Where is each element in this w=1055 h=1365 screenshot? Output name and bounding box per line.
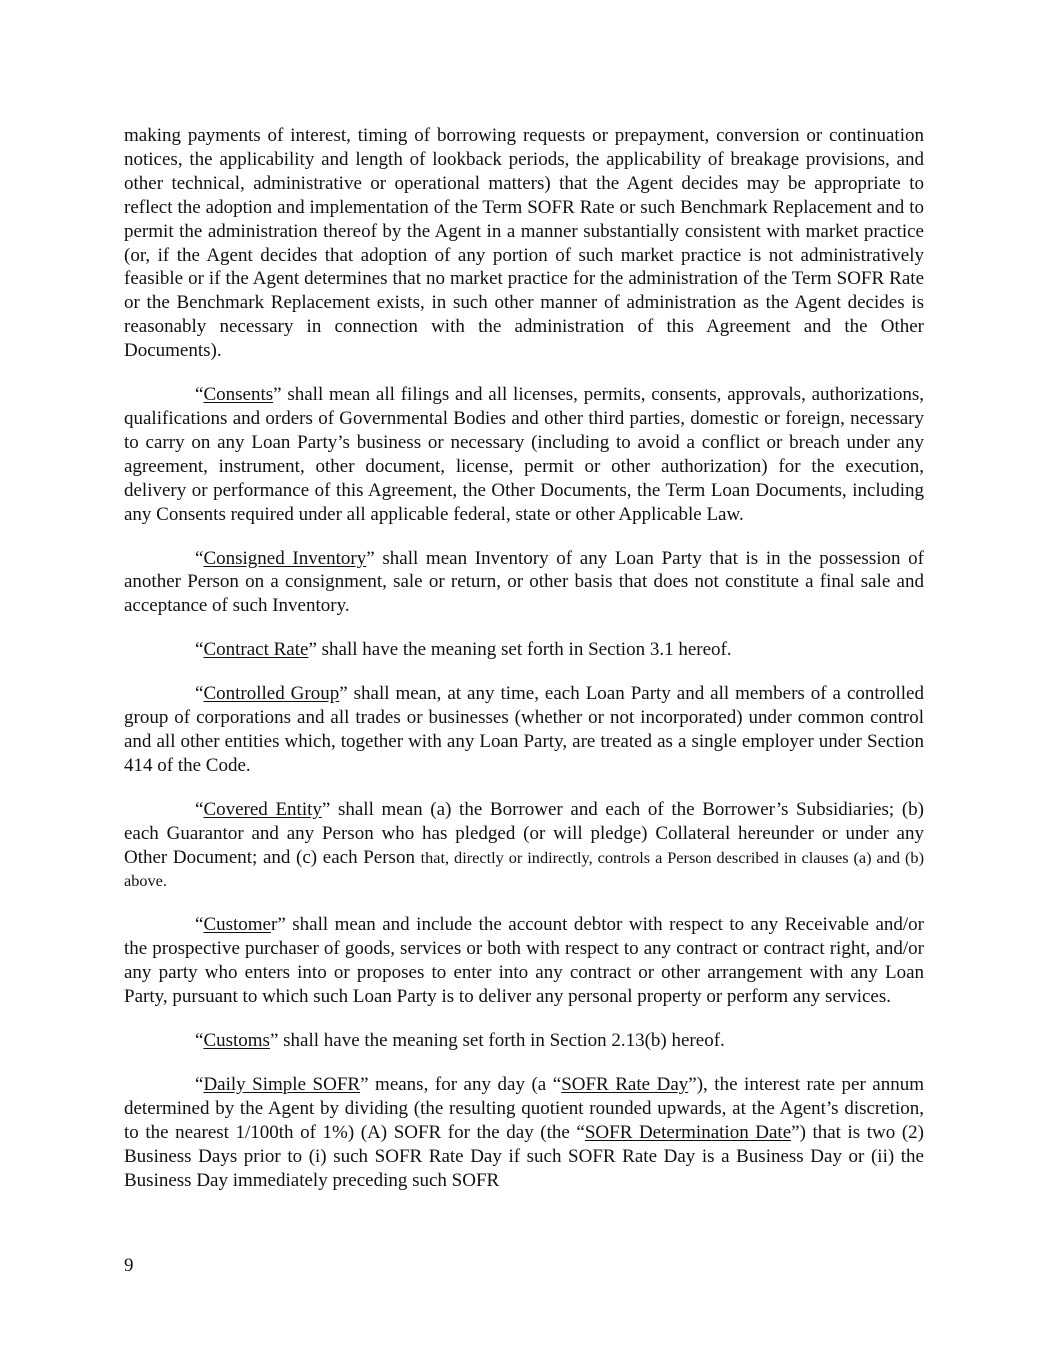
definition-paragraph bbox=[124, 638, 924, 662]
defined-term: Consents bbox=[203, 384, 274, 406]
paragraph-text: “ bbox=[195, 1073, 204, 1095]
document-body bbox=[124, 124, 924, 1212]
defined-term: Consigned Inventory bbox=[203, 547, 367, 569]
paragraph-text: “ bbox=[195, 914, 204, 936]
paragraph-text: ” shall mean Inventory of any Loan Party that is in the possession of another Person on a consignment, sale or return, or other basis that does not constitute a final sale and acceptance of such Inventory. bbox=[124, 547, 924, 617]
paragraph-text: ” shall mean, at any time, each Loan Party and all members of a controlled group of corporations and all trades or businesses (whether or not incorporated) under common control and all other entities which, together with any Loan Party, are treated as a single employer under Section 414 of the Code. bbox=[124, 683, 924, 776]
defined-term: Controlled Group bbox=[203, 683, 340, 705]
defined-term: Contract Rate bbox=[203, 639, 309, 661]
paragraph-text: ” shall mean (a) the Borrower and each of the Borrower’s Subsidiaries; (b) each Guarantor and any Person who has pledged (or will pledge) Collateral hereunder or under any Other Document; and (c) each Person bbox=[124, 798, 924, 868]
paragraph-text: ”) that is two (2) Business Days prior to (i) such SOFR Rate Day if such SOFR Rate Day is a Business Day or (ii) the Business Day immediately preceding such SOFR bbox=[124, 1121, 924, 1191]
definition-paragraph bbox=[124, 1073, 924, 1193]
definition-paragraph bbox=[124, 124, 924, 363]
paragraph-text: ” shall have the meaning set forth in Section 2.13(b) hereof. bbox=[269, 1030, 725, 1051]
paragraph-text: “ bbox=[195, 798, 204, 820]
paragraph-text: “ bbox=[195, 1030, 204, 1051]
paragraph-text: ”), the interest rate per annum determined by the Agent by dividing (the resulting quotient rounded upwards, at the Agent’s discretion, to the nearest 1/100th of 1%) (A) SOFR for the day (the “ bbox=[124, 1073, 925, 1143]
page-number: 9 bbox=[124, 1255, 134, 1276]
defined-term: Custome bbox=[203, 914, 271, 936]
paragraph-text: “ bbox=[195, 547, 204, 569]
defined-term: Daily Simple SOFR bbox=[203, 1073, 361, 1095]
paragraph-text: ” shall mean all filings and all licenses, permits, consents, approvals, authorizations, qualifications and orders of Governmental Bodies and other third parties, domestic or foreign, necessary to carry on any Loan Party’s business or necessary (including to avoid a conflict or breach under any agreement, instrument, other document, license, permit or other authorization) for the execution, delivery or performance of this Agreement, the Other Documents, the Term Loan Documents, including any Consents required under all applicable federal, state or other Applicable Law. bbox=[124, 384, 924, 525]
definition-paragraph bbox=[124, 682, 924, 778]
paragraph-text: “ bbox=[195, 384, 204, 406]
paragraph-text: r” shall mean and include the account debtor with respect to any Receivable and/or the prospective purchaser of goods, services or both with respect to any contract or contract right, and/or any party who enters into or proposes to enter into any contract or other arrangement with any Loan Party, pursuant to which such Loan Party is to deliver any personal property or perform any services. bbox=[124, 914, 924, 1008]
defined-term: Covered Entity bbox=[203, 798, 322, 820]
paragraph-text: that, directly or indirectly, controls a Person described in clauses (a) and (b) above. bbox=[124, 847, 924, 891]
defined-term: SOFR Rate Day bbox=[561, 1073, 689, 1095]
definition-paragraph bbox=[124, 547, 924, 619]
definition-paragraph bbox=[124, 1029, 924, 1053]
paragraph-text: ” means, for any day (a “ bbox=[360, 1073, 562, 1095]
definition-paragraph bbox=[124, 913, 924, 1009]
definition-paragraph bbox=[124, 798, 924, 894]
defined-term: Customs bbox=[203, 1030, 270, 1051]
defined-term: SOFR Determination Date bbox=[584, 1121, 792, 1143]
paragraph-text: “ bbox=[195, 639, 204, 661]
paragraph-text: making payments of interest, timing of borrowing requests or prepayment, conversion or continuation notices, the applicability and length of lookback periods, the applicability of breakage provisions, and other technical, administrative or operational matters) that the Agent decides may be appropriate to reflect the adoption and implementation of the Term SOFR Rate or such Benchmark Replacement and to permit the administration thereof by the Agent in a manner substantially consistent with market practice (or, if the Agent decides that adoption of any portion of such market practice is not administratively feasible or if the Agent determines that no market practice for the administration of the Term SOFR Rate or the Benchmark Replacement exists, in such other manner of administration as the Agent decides is reasonably necessary in connection with the administration of this Agreement and the Other Documents). bbox=[124, 125, 924, 362]
paragraph-text: “ bbox=[195, 683, 204, 705]
paragraph-text: ” shall have the meaning set forth in Section 3.1 hereof. bbox=[308, 639, 732, 661]
definition-paragraph bbox=[124, 383, 924, 526]
